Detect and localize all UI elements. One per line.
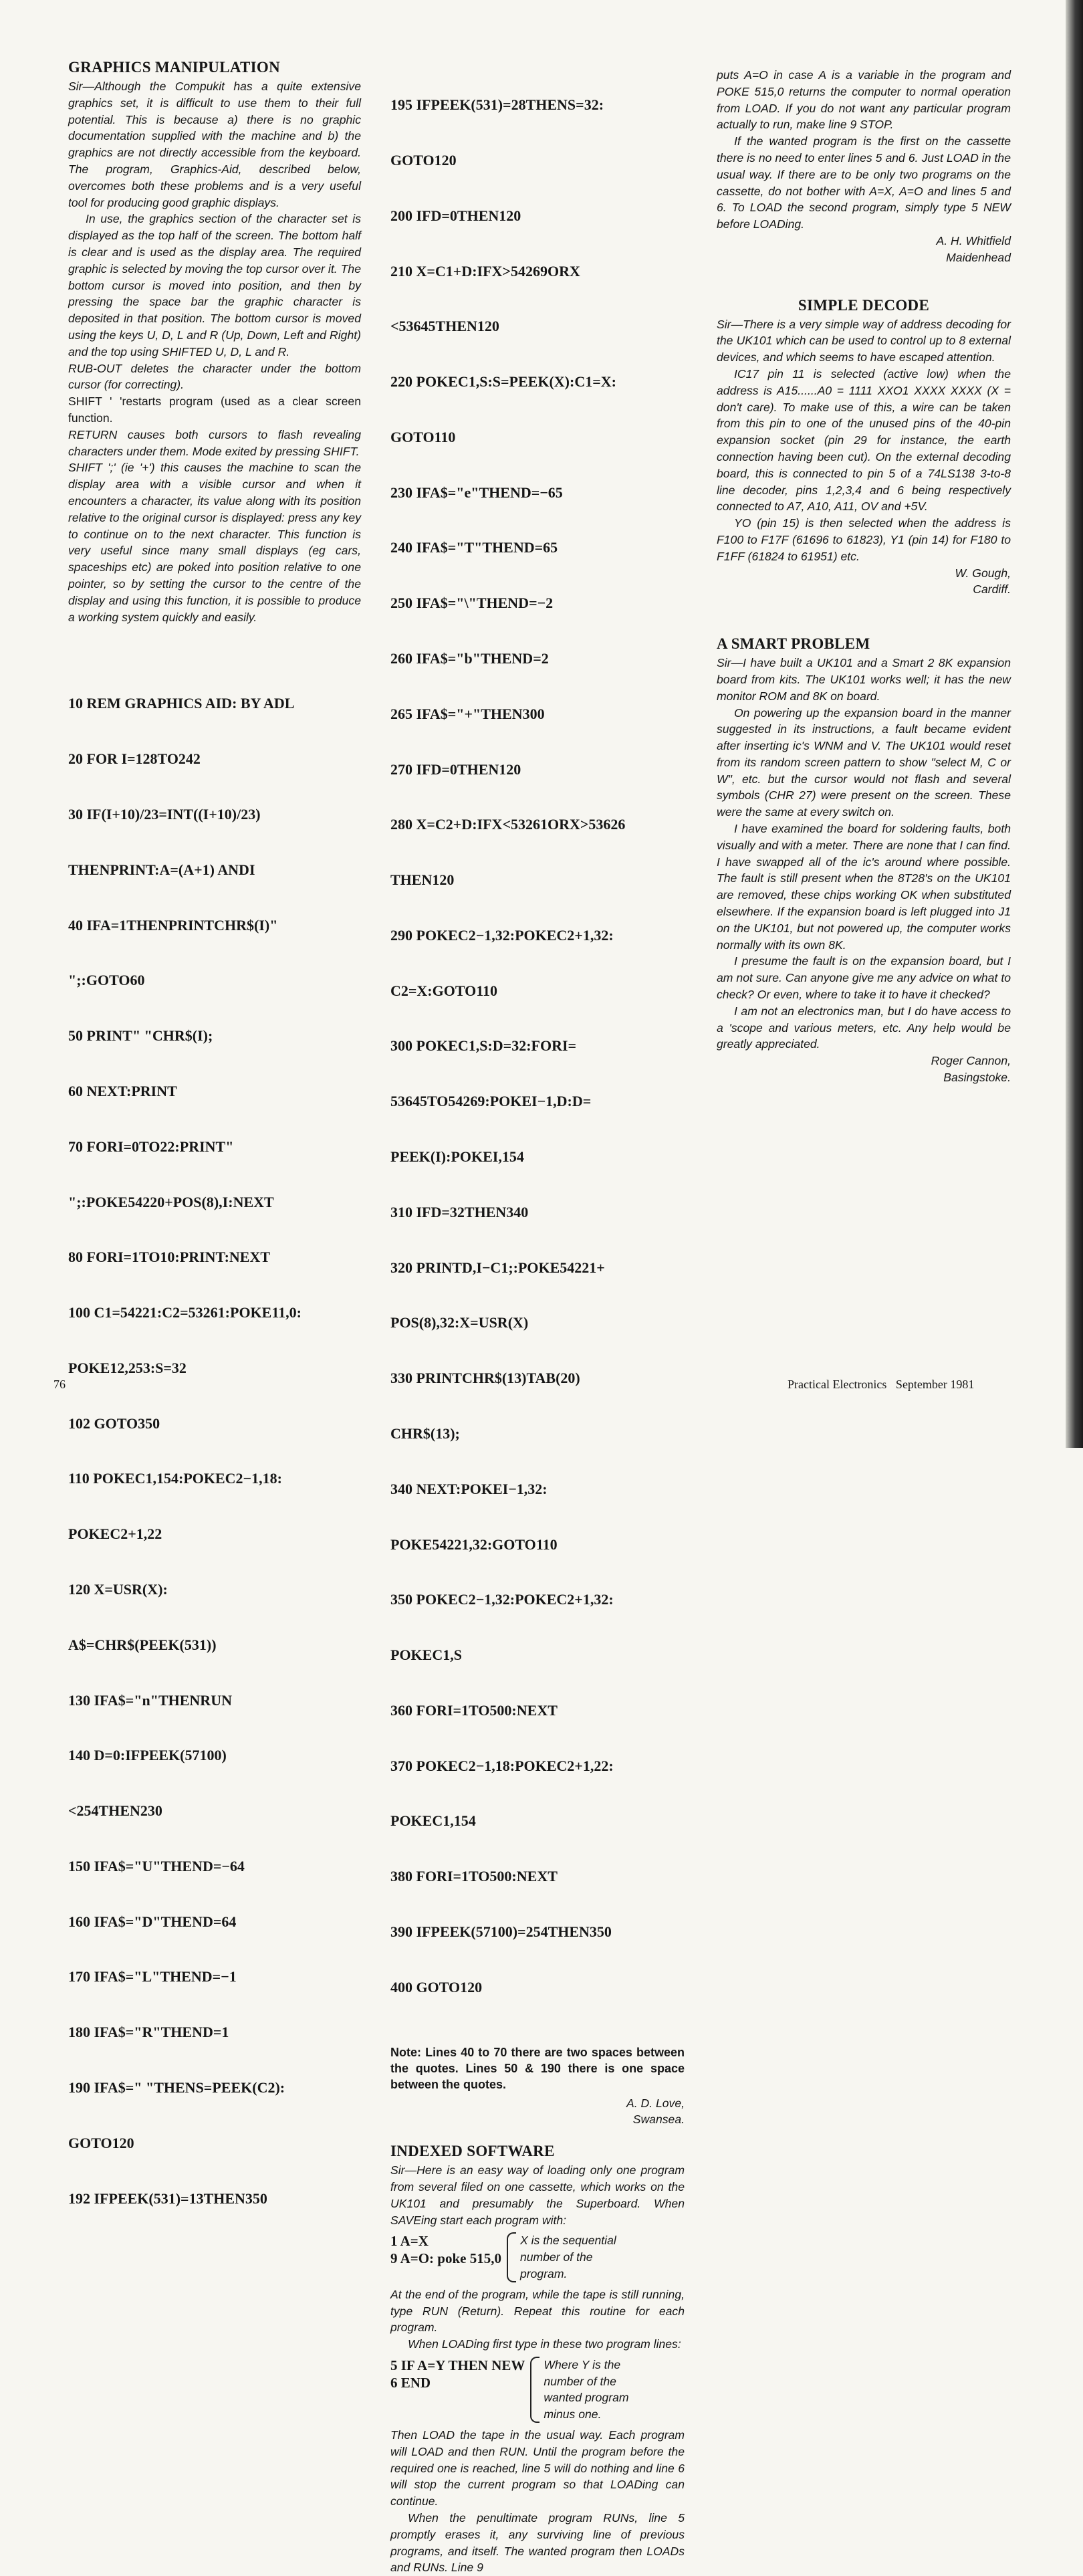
code-line: ";:GOTO60 [68, 972, 145, 989]
code-line: 380 FORI=1TO500:NEXT [390, 1868, 558, 1885]
paragraph: RUB-OUT deletes the character under the bottom cursor (for correcting). [68, 361, 361, 392]
paragraph: When LOADing first type in these two program lines: [408, 2337, 681, 2351]
code-line: 53645TO54269:POKEI−1,D:D= [390, 1093, 592, 1110]
paragraph: YO (pin 15) is then selected when the address is F100 to F17F (61696 to 61823), Y1 (pin 14) for F180 to F1FF (61824 to 61951) etc. [717, 516, 1011, 563]
code-line: 360 FORI=1TO500:NEXT [390, 1701, 558, 1719]
code-line: 80 FORI=1TO10:PRINT:NEXT [68, 1249, 271, 1266]
note-line: wanted program [544, 2391, 629, 2405]
code-line: POKEC1,154 [390, 1812, 476, 1830]
code-line: 60 NEXT:PRINT [68, 1082, 177, 1099]
paragraph: I presume the fault is on the expansion board, but I am not sure. Can anyone give me any advice on what to check? Or even, where to take it to have it checked? [717, 954, 1011, 1002]
code-line: THEN120 [390, 871, 455, 889]
paragraph: SHIFT ' 'restarts program (used as a clear screen function. [68, 395, 361, 425]
note-line: number of the [519, 2250, 593, 2264]
brace-note [544, 2357, 628, 2423]
paragraph: Sir—There is a very simple way of address decoding for the UK101 which can be used to control up to 8 external devices, and which seems to have escaped attention. [717, 317, 1011, 364]
code-line: POS(8),32:X=USR(X) [390, 1314, 529, 1331]
code-line: PEEK(I):POKEI,154 [390, 1148, 524, 1166]
paragraph: Sir—Although the Compukit has a quite extensive graphics set, it is difficult to use them to their full potential. This is because a) there is no graphic documentation supplied with the machine and b) the graphics are not directly accessible from the keyboard. The program, Graphics-Aid, described below, overcomes both these problems and is a very useful tool for producing good graphic displays. [68, 80, 361, 209]
signature-name: Roger Cannon, [931, 1054, 1011, 1068]
signature-whitfield [717, 233, 1011, 266]
brace-code [390, 2232, 501, 2282]
signature-place: Basingstoke. [943, 1071, 1011, 1085]
code-line: 320 PRINTD,I−C1;:POKE54221+ [390, 1259, 605, 1276]
code-line: POKE12,253:S=32 [68, 1359, 187, 1376]
paragraph: I have examined the board for soldering faults, both visually and with a meter. There are none that I can find. I have swapped all of the ic's around where possible. The fault is still present when the 8T28's on the UK101 are removed, these chips working OK when substituted elsewhere. If the expansion board is left plugged into J1 on the UK101, but not powered up, the computer works normally with its own 8K. [717, 822, 1011, 952]
code-line: 180 IFA$="R"THEND=1 [68, 2024, 229, 2041]
code-line: 220 POKEC1,S:S=PEEK(X):C1=X: [390, 373, 616, 391]
signature-place: Cardiff. [973, 582, 1011, 597]
code-line: 280 X=C2+D:IFX<53261ORX>53626 [390, 816, 626, 833]
code-line: 192 IFPEEK(531)=13THEN350 [68, 2189, 267, 2207]
indexed-letter-continued [717, 67, 1011, 233]
magazine-footer: Practical Electronics September 1981 [788, 1378, 975, 1391]
column-2 [390, 59, 685, 2576]
code-line: GOTO110 [390, 428, 456, 445]
code-line: 150 IFA$="U"THEND=−64 [68, 1857, 245, 1874]
graphics-letter [68, 78, 361, 625]
page-number: 76 [53, 1378, 66, 1391]
paragraph: puts A=O in case A is a variable in the program and POKE 515,0 returns the computer to normal operation from LOAD. If you do not want any particular program actually to run, make line 9 STOP. [717, 68, 1011, 132]
code-line: 190 IFA$=" "THENS=PEEK(C2): [68, 2079, 285, 2097]
paragraph: At the end of the program, while the tape is still running, type RUN (Return). Repeat this routine for each program. [390, 2287, 685, 2335]
code-line: C2=X:GOTO110 [390, 982, 498, 999]
code-line: 20 FOR I=128TO242 [68, 750, 201, 768]
column-3 [717, 67, 1011, 1086]
paragraph: IC17 pin 11 is selected (active low) when the address is A15......A0 = 1111 XXO1 XXXX XXXX (X = don't care). To make use of this, a wire can be taken from this pin to one of the unused pins of the 40-pin expansion socket (pin 29 for instance, the earth connection having been cut). On the external decoding board, this is connected to pin 5 of a 74LS138 3-to-8 line decoder, pins 1,2,3,4 and 6 being respectively connected to A7, A10, A11, OV and +5V. [717, 366, 1011, 514]
code-line: POKE54221,32:GOTO110 [390, 1535, 558, 1553]
curly-brace [530, 2357, 539, 2423]
code-line: 40 IFA=1THENPRINTCHR$(I)" [68, 916, 278, 934]
code-line: 30 IF(I+10)/23=INT((I+10)/23) [68, 806, 261, 823]
signature-place: Maidenhead [946, 250, 1011, 264]
paragraph: If the wanted program is the first on the cassette there is no need to enter lines 5 and 6. Just LOAD in the usual way. If there are to be only two programs on the cassette, do not bother with A=X, A=O and lines 5 and 6. To LOAD the second program, simply type 5 NEW before LOADing. [717, 134, 1011, 231]
code-line: POKEC1,S [390, 1646, 462, 1664]
code-line: 160 IFA$="D"THEND=64 [68, 1913, 237, 1930]
code-line: 10 REM GRAPHICS AID: BY ADL [68, 695, 295, 712]
indexed-letter-cont [390, 2286, 685, 2353]
code-line: 50 PRINT" "CHR$(I); [68, 1027, 213, 1045]
scan-edge [1066, 0, 1083, 1448]
brace-block-save [390, 2232, 685, 2282]
code-line: 195 IFPEEK(531)=28THENS=32: [390, 96, 604, 114]
code-line: 370 POKEC2−1,18:POKEC2+1,22: [390, 1757, 614, 1774]
signature-name: A. H. Whitfield [936, 233, 1011, 247]
code-line: ";:POKE54220+POS(8),I:NEXT [68, 1193, 274, 1210]
code-line: 100 C1=54221:C2=53261:POKE11,0: [68, 1304, 302, 1321]
paragraph: Then LOAD the tape in the usual way. Each program will LOAD and then RUN. Until the program before the required one is reached, line 5 will do nothing and line 6 will stop the current program so that LOADing can continue. [390, 2428, 685, 2508]
signature-place: Swansea. [632, 2113, 685, 2127]
code-line: 230 IFA$="e"THEND=−65 [390, 484, 563, 501]
code-line: 9 A=O: poke 515,0 [390, 2250, 501, 2267]
code-line: 110 POKEC1,154:POKEC2−1,18: [68, 1470, 282, 1487]
code-line: 310 IFD=32THEN340 [390, 1203, 529, 1220]
code-line: 265 IFA$="+"THEN300 [390, 705, 545, 722]
code-line: 1 A=X [390, 2233, 429, 2250]
code-line: 102 GOTO350 [68, 1414, 160, 1432]
code-listing-part2 [390, 59, 685, 2034]
code-line: 340 NEXT:POKEI−1,32: [390, 1480, 548, 1497]
note-line: minus one. [544, 2407, 602, 2422]
indexed-letter [390, 2162, 685, 2228]
code-line: POKEC2+1,22 [68, 1525, 162, 1543]
code-line: 300 POKEC1,S:D=32:FORI= [390, 1037, 577, 1055]
paragraph: Sir—Here is an easy way of loading only one program from several filed on one cassette, which works on the UK101 and presumably the Superboard. When SAVEing start each program with: [390, 2163, 685, 2227]
listing-note: Note: Lines 40 to 70 there are two spaces between the quotes. Lines 50 & 190 there is one space between the quotes. [390, 2045, 685, 2091]
paragraph: In use, the graphics section of the character set is displayed as the top half of the screen. The bottom half is clear and is used as the display area. The required graphic is selected by moving the top cursor over it. The bottom cursor is moved into position, and then by pressing the space bar the graphic character is deposited in that position. The bottom cursor is moved using the keys U, D, L and R (Up, Down, Left and Right) and the top using SHIFTED U, D, L and R. [68, 212, 361, 358]
code-line: 200 IFD=0THEN120 [390, 207, 521, 224]
indexed-letter-end [390, 2427, 685, 2576]
signature-love [390, 2095, 685, 2129]
code-line: 70 FORI=0TO22:PRINT" [68, 1138, 234, 1155]
code-line: 210 X=C1+D:IFX>54269ORX [390, 262, 580, 280]
code-line: <254THEN230 [68, 1802, 162, 1820]
brace-block-load [390, 2357, 685, 2423]
brace-code [390, 2357, 525, 2423]
heading-indexed-software: INDEXED SOFTWARE [390, 2143, 555, 2160]
code-line: 270 IFD=0THEN120 [390, 760, 521, 778]
code-line: 400 GOTO120 [390, 1978, 483, 1996]
code-line: 130 IFA$="n"THENRUN [68, 1691, 232, 1709]
code-line: 290 POKEC2−1,32:POKEC2+1,32: [390, 926, 614, 944]
signature-name: A. D. Love, [626, 2096, 685, 2110]
paragraph: RETURN causes both cursors to flash revealing characters under them. Mode exited by pressing SHIFT. [68, 427, 361, 458]
note-line: Where Y is the [544, 2357, 621, 2371]
signature-gough [717, 565, 1011, 599]
code-line: 260 IFA$="b"THEND=2 [390, 650, 549, 667]
paragraph: SHIFT ';' (ie '+') this causes the machine to scan the display area with a visible cursor and when it encounters a character, its value along with its position relative to the original cursor is displayed: press any key to continue on to the next character. This function is very useful since many small displays (eg cars, spaceships etc) are poked into position relative to one pointer, so by setting the cursor to the centre of the display and using this function, it is possible to produce a working system quickly and easily. [68, 461, 361, 624]
heading-simple-decode: SIMPLE DECODE [798, 296, 930, 314]
paragraph: When the penultimate program RUNs, line 5 promptly erases it, any surviving line of previous programs, and itself. The wanted program then LOADs and RUNs. Line 9 [390, 2511, 685, 2575]
code-line: 330 PRINTCHR$(13)TAB(20) [390, 1370, 580, 1387]
code-line: 240 IFA$="T"THEND=65 [390, 539, 558, 556]
code-line: 5 IF A=Y THEN NEW [390, 2357, 525, 2373]
code-line: 350 POKEC2−1,32:POKEC2+1,32: [390, 1591, 614, 1608]
decode-letter [717, 316, 1011, 565]
column-1 [68, 59, 361, 2244]
code-line: 120 X=USR(X): [68, 1580, 168, 1598]
smart-letter [717, 655, 1011, 1053]
code-line: A$=CHR$(PEEK(531)) [68, 1636, 217, 1653]
code-line: GOTO120 [390, 151, 457, 169]
heading-smart-problem: A SMART PROBLEM [717, 635, 870, 653]
note-line: program. [519, 2266, 568, 2280]
paragraph: Sir—I have built a UK101 and a Smart 2 8K expansion board from kits. The UK101 works well; it has the new monitor ROM and 8K on board. [717, 656, 1011, 703]
code-line: THENPRINT:A=(A+1) ANDI [68, 861, 255, 878]
signature-name: W. Gough, [955, 566, 1011, 580]
signature-cannon [717, 1053, 1011, 1086]
code-line: GOTO120 [68, 2134, 134, 2151]
code-line: 170 IFA$="L"THEND=−1 [68, 1968, 237, 1985]
paragraph: I am not an electronics man, but I do have access to a 'scope and various meters, etc. Any help would be greatly appreciated. [717, 1004, 1011, 1051]
code-line: CHR$(13); [390, 1424, 460, 1442]
note-line: X is the sequential [519, 2234, 616, 2248]
code-listing-part1 [68, 657, 361, 2244]
brace-note [520, 2232, 616, 2282]
code-line: 6 END [390, 2374, 431, 2391]
code-line: 140 D=0:IFPEEK(57100) [68, 1747, 227, 1764]
code-line: <53645THEN120 [390, 318, 499, 335]
heading-graphics-manipulation: GRAPHICS MANIPULATION [68, 59, 281, 76]
paragraph: On powering up the expansion board in the manner suggested in its instructions, a fault became evident after inserting ic's WNM and V. The UK101 would reset from its random screen pattern to show "select M, C or W", etc. but the cursor would not flash and several symbols (CHR 27) were present on the screen. These were the same at every switch on. [717, 706, 1011, 819]
code-line: 390 IFPEEK(57100)=254THEN350 [390, 1923, 612, 1940]
note-line: number of the [544, 2374, 616, 2388]
curly-brace [507, 2232, 516, 2282]
code-line: 250 IFA$="\"THEND=−2 [390, 595, 554, 612]
